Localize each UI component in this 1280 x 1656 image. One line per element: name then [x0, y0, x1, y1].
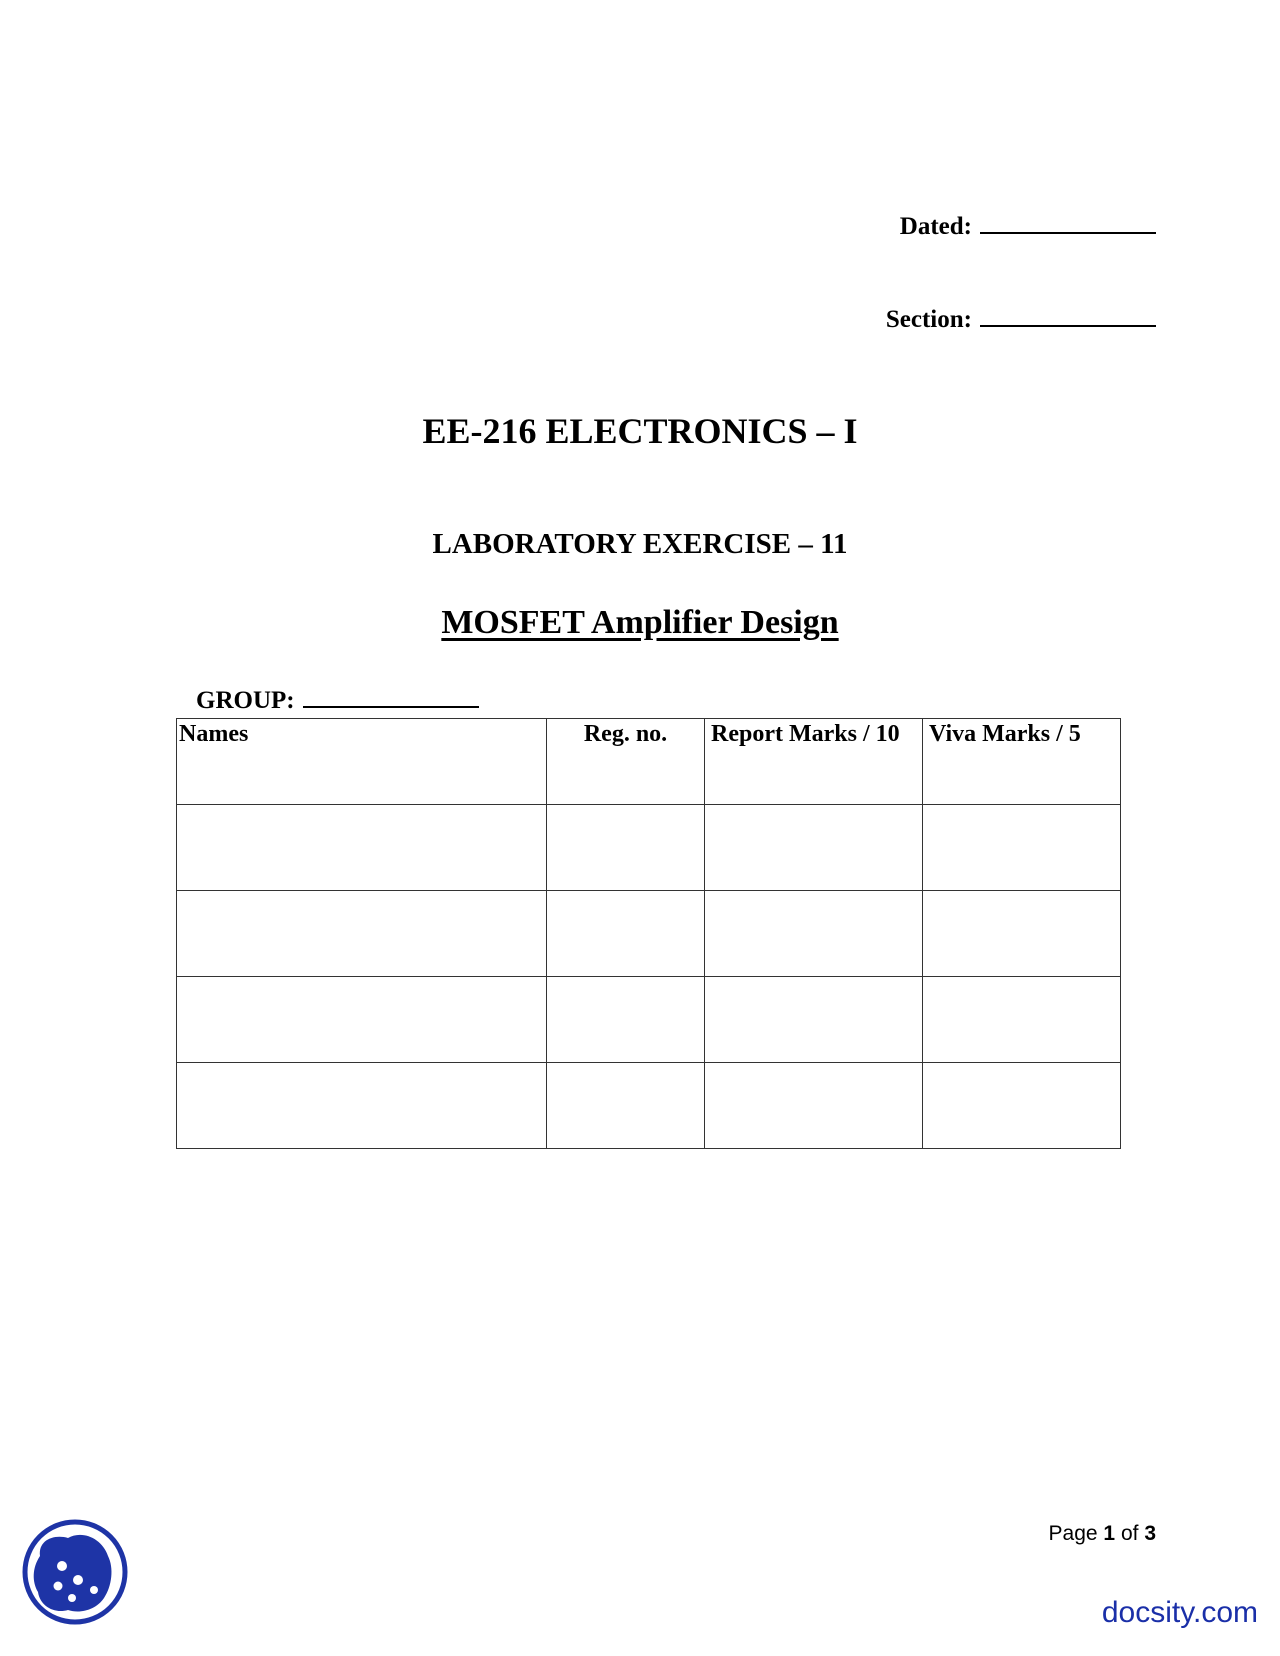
docsity-logo-icon — [20, 1516, 130, 1628]
page-total: 3 — [1144, 1522, 1156, 1545]
of-word: of — [1120, 1522, 1139, 1545]
table-header-row — [177, 719, 1121, 805]
table-row — [177, 891, 1121, 977]
dated-field — [900, 210, 1156, 241]
table-cell-reg-no — [547, 891, 705, 977]
column-header-names: Names — [177, 719, 547, 805]
table-cell-name — [177, 1063, 547, 1149]
dated-blank-line — [980, 210, 1156, 234]
section-label: Section: — [885, 306, 972, 333]
page-current: 1 — [1103, 1522, 1116, 1545]
dated-label: Dated: — [899, 213, 972, 240]
table-cell-viva-marks — [923, 805, 1121, 891]
docsity-brand-link[interactable]: docsity.com — [1101, 1596, 1258, 1629]
table-cell-name — [177, 805, 547, 891]
page-number — [1049, 1522, 1156, 1546]
section-field — [886, 303, 1156, 334]
table-cell-reg-no — [547, 805, 705, 891]
table-cell-viva-marks — [923, 977, 1121, 1063]
column-header-viva-marks: Viva Marks / 5 — [923, 719, 1121, 805]
group-field — [196, 684, 479, 715]
table-cell-reg-no — [547, 1063, 705, 1149]
table-cell-name — [177, 977, 547, 1063]
table-cell-viva-marks — [923, 891, 1121, 977]
table-row — [177, 1063, 1121, 1149]
subject-title: MOSFET Amplifier Design — [441, 604, 839, 641]
group-label: GROUP: — [196, 687, 295, 714]
section-blank-line — [980, 303, 1156, 327]
marks-table — [176, 718, 1121, 1149]
table-cell-report-marks — [705, 891, 923, 977]
table-row — [177, 805, 1121, 891]
course-title: EE-216 ELECTRONICS – I — [422, 411, 858, 451]
table-cell-name — [177, 891, 547, 977]
column-header-report-marks: Report Marks / 10 — [705, 719, 923, 805]
table-cell-report-marks — [705, 1063, 923, 1149]
page-word: Page — [1048, 1522, 1098, 1545]
column-header-reg-no: Reg. no. — [547, 719, 705, 805]
table-cell-viva-marks — [923, 1063, 1121, 1149]
table-cell-report-marks — [705, 805, 923, 891]
table-cell-report-marks — [705, 977, 923, 1063]
table-row — [177, 977, 1121, 1063]
lab-exercise-title: LABORATORY EXERCISE – 11 — [432, 528, 848, 560]
group-blank-line — [303, 684, 479, 708]
table-cell-reg-no — [547, 977, 705, 1063]
